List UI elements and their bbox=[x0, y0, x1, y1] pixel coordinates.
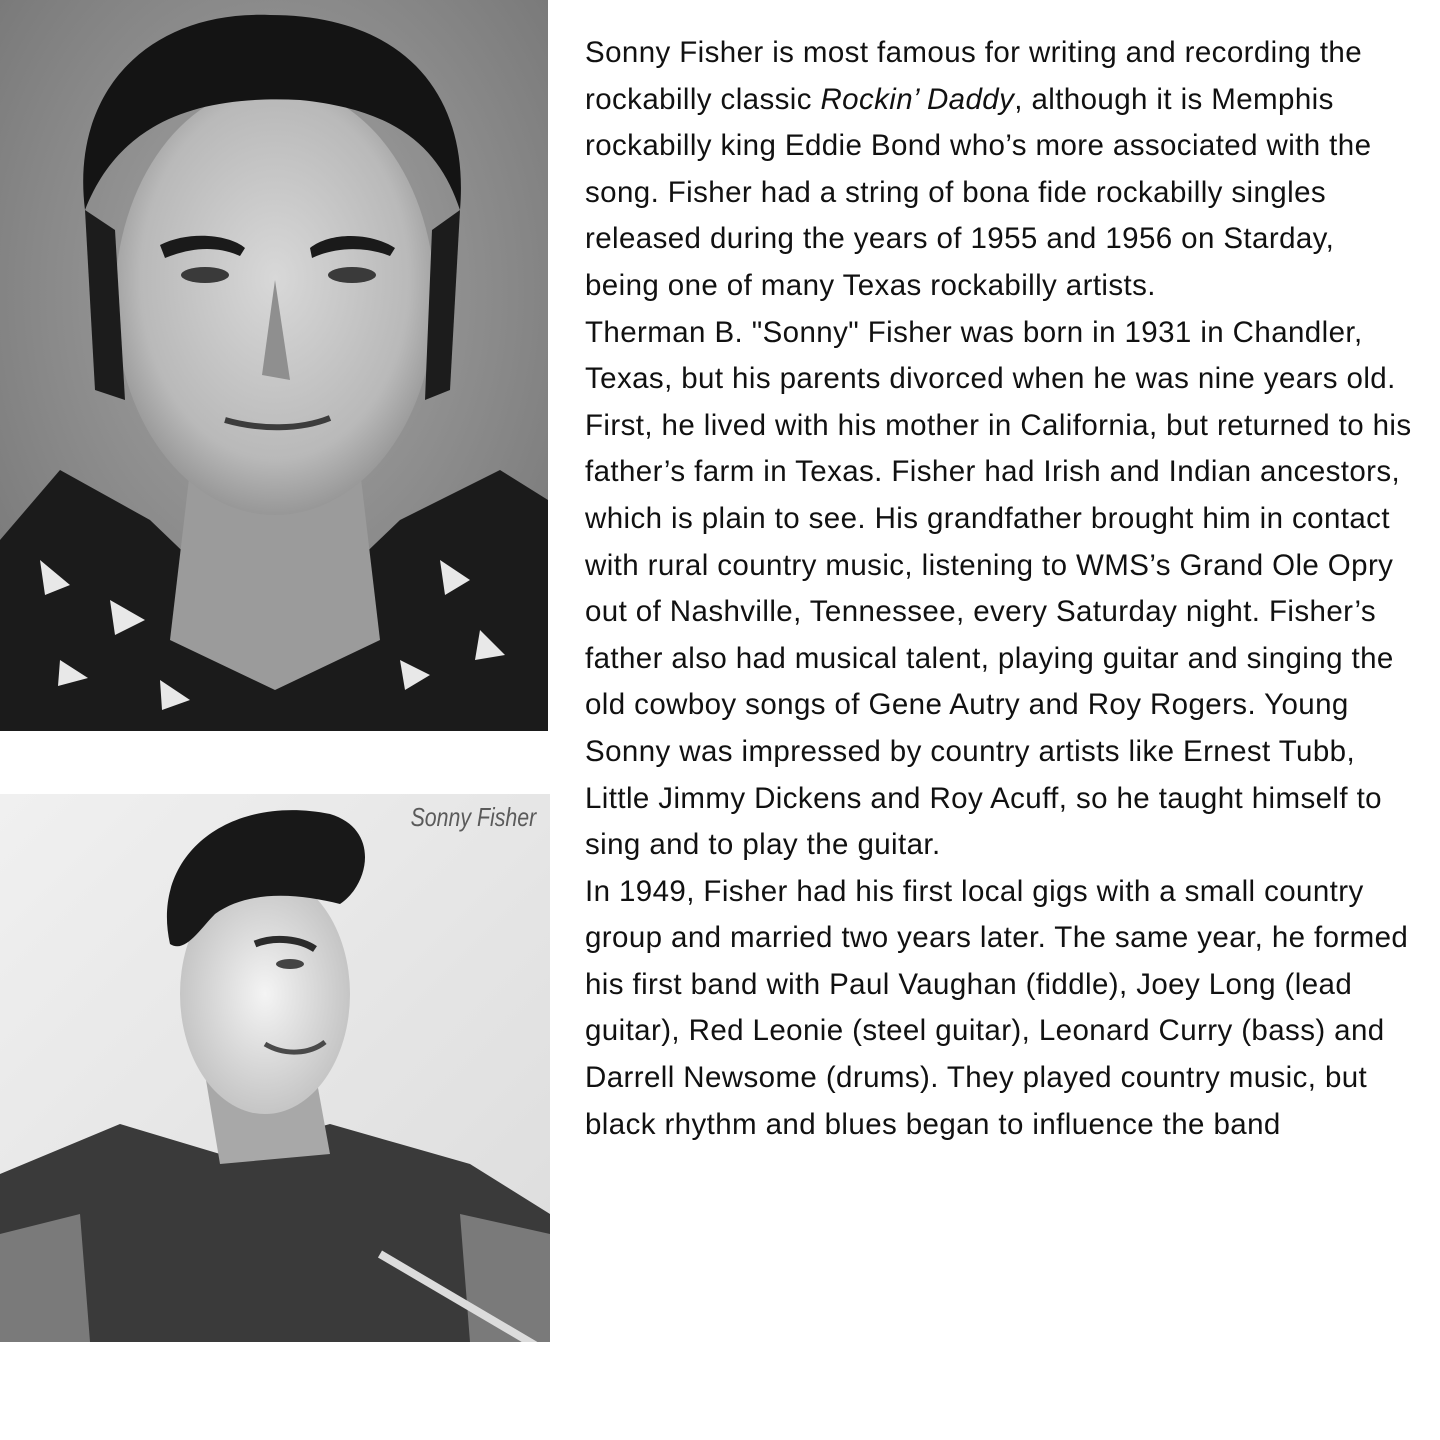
portrait-photo-top-image bbox=[0, 0, 548, 731]
portrait-photo-bottom bbox=[0, 794, 550, 1342]
song-title: Rockin’ Daddy bbox=[820, 82, 1015, 116]
paragraph-first-band: In 1949, Fisher had his first local gigs with a small country group and married two years later. The same year, he formed his first band with Paul Vaughan (fiddle), Joey Long (lead guitar), Red Leonie (steel guitar), Leonard Curry (bass) and Darrell Newsome (drums). They played country music, but black rhythm and blues began to influence the band bbox=[585, 874, 1409, 1141]
paragraph-early-life: Therman B. "Sonny" Fisher was born in 1931 in Chandler, Texas, but his parents divorced when he was nine years old. First, he lived with his mother in California, but returned to his father’s farm in Texas. Fisher had Irish and Indian ancestors, which is plain to see. His grandfather brought him in contact with rural country music, listening to WMS’s Grand Ole Opry out of Nashville, Tennessee, every Saturday night. Fisher’s father also had musical talent, playing guitar and singing the old cowboy songs of Gene Autry and Roy Rogers. Young Sonny was impressed by country artists like Ernest Tubb, Little Jimmy Dickens and Roy Acuff, so he taught himself to sing and to play the guitar. bbox=[585, 315, 1412, 862]
portrait-photo-bottom-image bbox=[0, 794, 550, 1342]
biography-text bbox=[585, 30, 1415, 1148]
paragraph-intro-part1: Sonny Fisher is most famous for writing and recording the rockabilly classic bbox=[585, 36, 1363, 116]
portrait-photo-top bbox=[0, 0, 548, 731]
paragraph-intro bbox=[585, 30, 1415, 310]
paragraph-intro-part2: , although it is Memphis rockabilly king Eddie Bond who’s more associated with the song. Fisher had a string of bona fide rockabilly singles released during the years of 1955 and 1956 on Starday, being one of many Texas rockabilly artists. bbox=[585, 82, 1372, 302]
photo-caption: Sonny Fisher bbox=[410, 802, 536, 832]
